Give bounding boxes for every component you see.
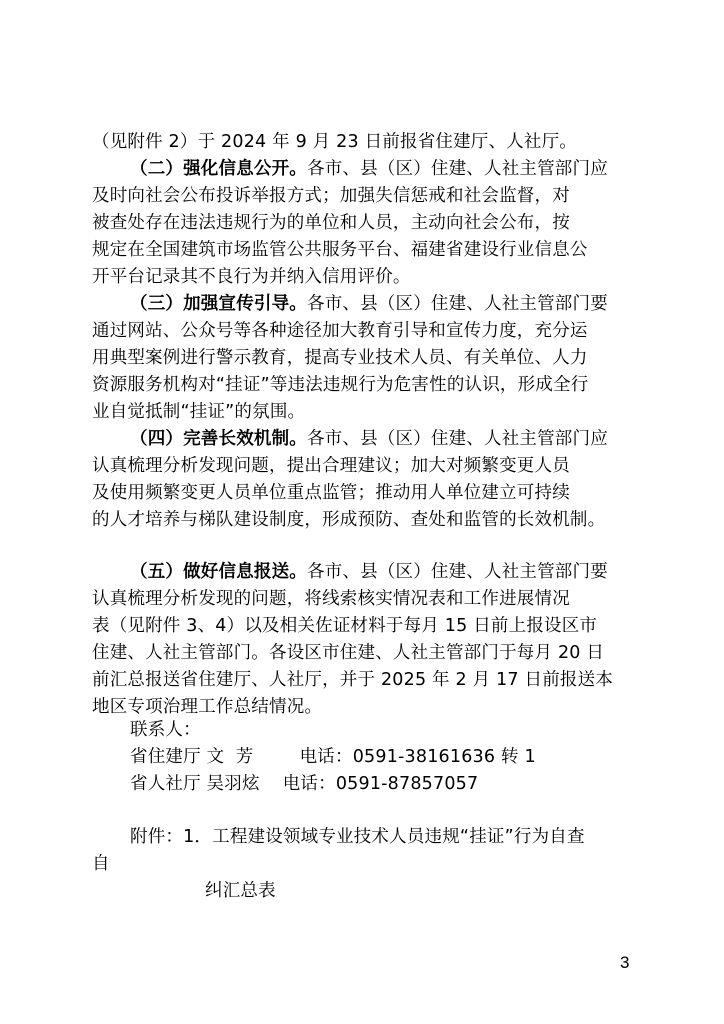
contact-line-housing: 省住建厅 文 芳 电话：0591-38161636 转 1	[130, 747, 536, 767]
paragraph-line: 认真梳理分析发现的问题，将线索核实情况表和工作进展情况	[92, 589, 570, 609]
paragraph-heading-line	[130, 428, 690, 450]
paragraph-line: 开平台记录其不良行为并纳入信用评价。	[92, 267, 411, 287]
page-number: 3	[620, 953, 630, 972]
paragraph-line: 地区专项治理工作总结情况。	[92, 697, 323, 717]
contact-line-hr: 省人社厅 吴羽炫 电话：0591-87857057	[130, 774, 479, 794]
paragraph-line: 表（见附件 3、4）以及相关佐证材料于每月 15 日前上报设区市	[92, 616, 598, 636]
paragraph-heading-line	[130, 293, 690, 315]
paragraph-line: 前汇总报送省住建厅、人社厅，并于 2025 年 2 月 17 日前报送本	[92, 670, 614, 690]
paragraph-line: （见附件 2）于 2024 年 9 月 23 日前报省住建厅、人社厅。	[92, 132, 578, 152]
paragraph-text: 各市、县（区）住建、人社主管部门要	[307, 562, 608, 582]
paragraph-line: 住建、人社主管部门。各设区市住建、人社主管部门于每月 20 日	[92, 643, 605, 663]
paragraph-text: 各市、县（区）住建、人社主管部门应	[307, 159, 608, 179]
paragraph-text: 各市、县（区）住建、人社主管部门应	[307, 429, 608, 449]
paragraph-line: 的人才培养与梯队建设制度，形成预防、查处和监管的长效机制。	[92, 510, 606, 530]
paragraph-line: 规定在全国建筑市场监管公共服务平台、福建省建设行业信息公	[92, 240, 588, 260]
contacts-label: 联系人：	[130, 720, 201, 740]
section-heading-3: （三）加强宣传引导。	[130, 294, 307, 314]
paragraph-heading-line	[130, 158, 690, 180]
paragraph-line: 业自觉抵制“挂证”的氛围。	[92, 402, 306, 422]
section-heading-5: （五）做好信息报送。	[130, 562, 307, 582]
paragraph-line: 认真梳理分析发现问题，提出合理建议；加大对频繁变更人员	[92, 456, 570, 476]
paragraph-line: 及时向社会公布投诉举报方式；加强失信惩戒和社会监督，对	[92, 186, 570, 206]
attachment-line: 自	[92, 854, 110, 874]
paragraph-line: 通过网站、公众号等各种途径加大教育引导和宣传力度，充分运	[92, 321, 588, 341]
attachment-line: 附件：1．工程建设领域专业技术人员违规“挂证”行为自查	[130, 827, 585, 847]
attachment-line: 纠汇总表	[205, 881, 276, 901]
paragraph-line: 资源服务机构对“挂证”等违法违规行为危害性的认识，形成全行	[92, 375, 589, 395]
paragraph-line: 用典型案例进行警示教育，提高专业技术人员、有关单位、人力	[92, 348, 588, 368]
paragraph-line: 及使用频繁变更人员单位重点监管；推动用人单位建立可持续	[92, 483, 570, 503]
section-heading-2: （二）强化信息公开。	[130, 159, 307, 179]
section-heading-4: （四）完善长效机制。	[130, 429, 307, 449]
paragraph-line: 被查处存在违法违规行为的单位和人员，主动向社会公布，按	[92, 213, 570, 233]
paragraph-text: 各市、县（区）住建、人社主管部门要	[307, 294, 608, 314]
paragraph-heading-line	[130, 561, 690, 583]
